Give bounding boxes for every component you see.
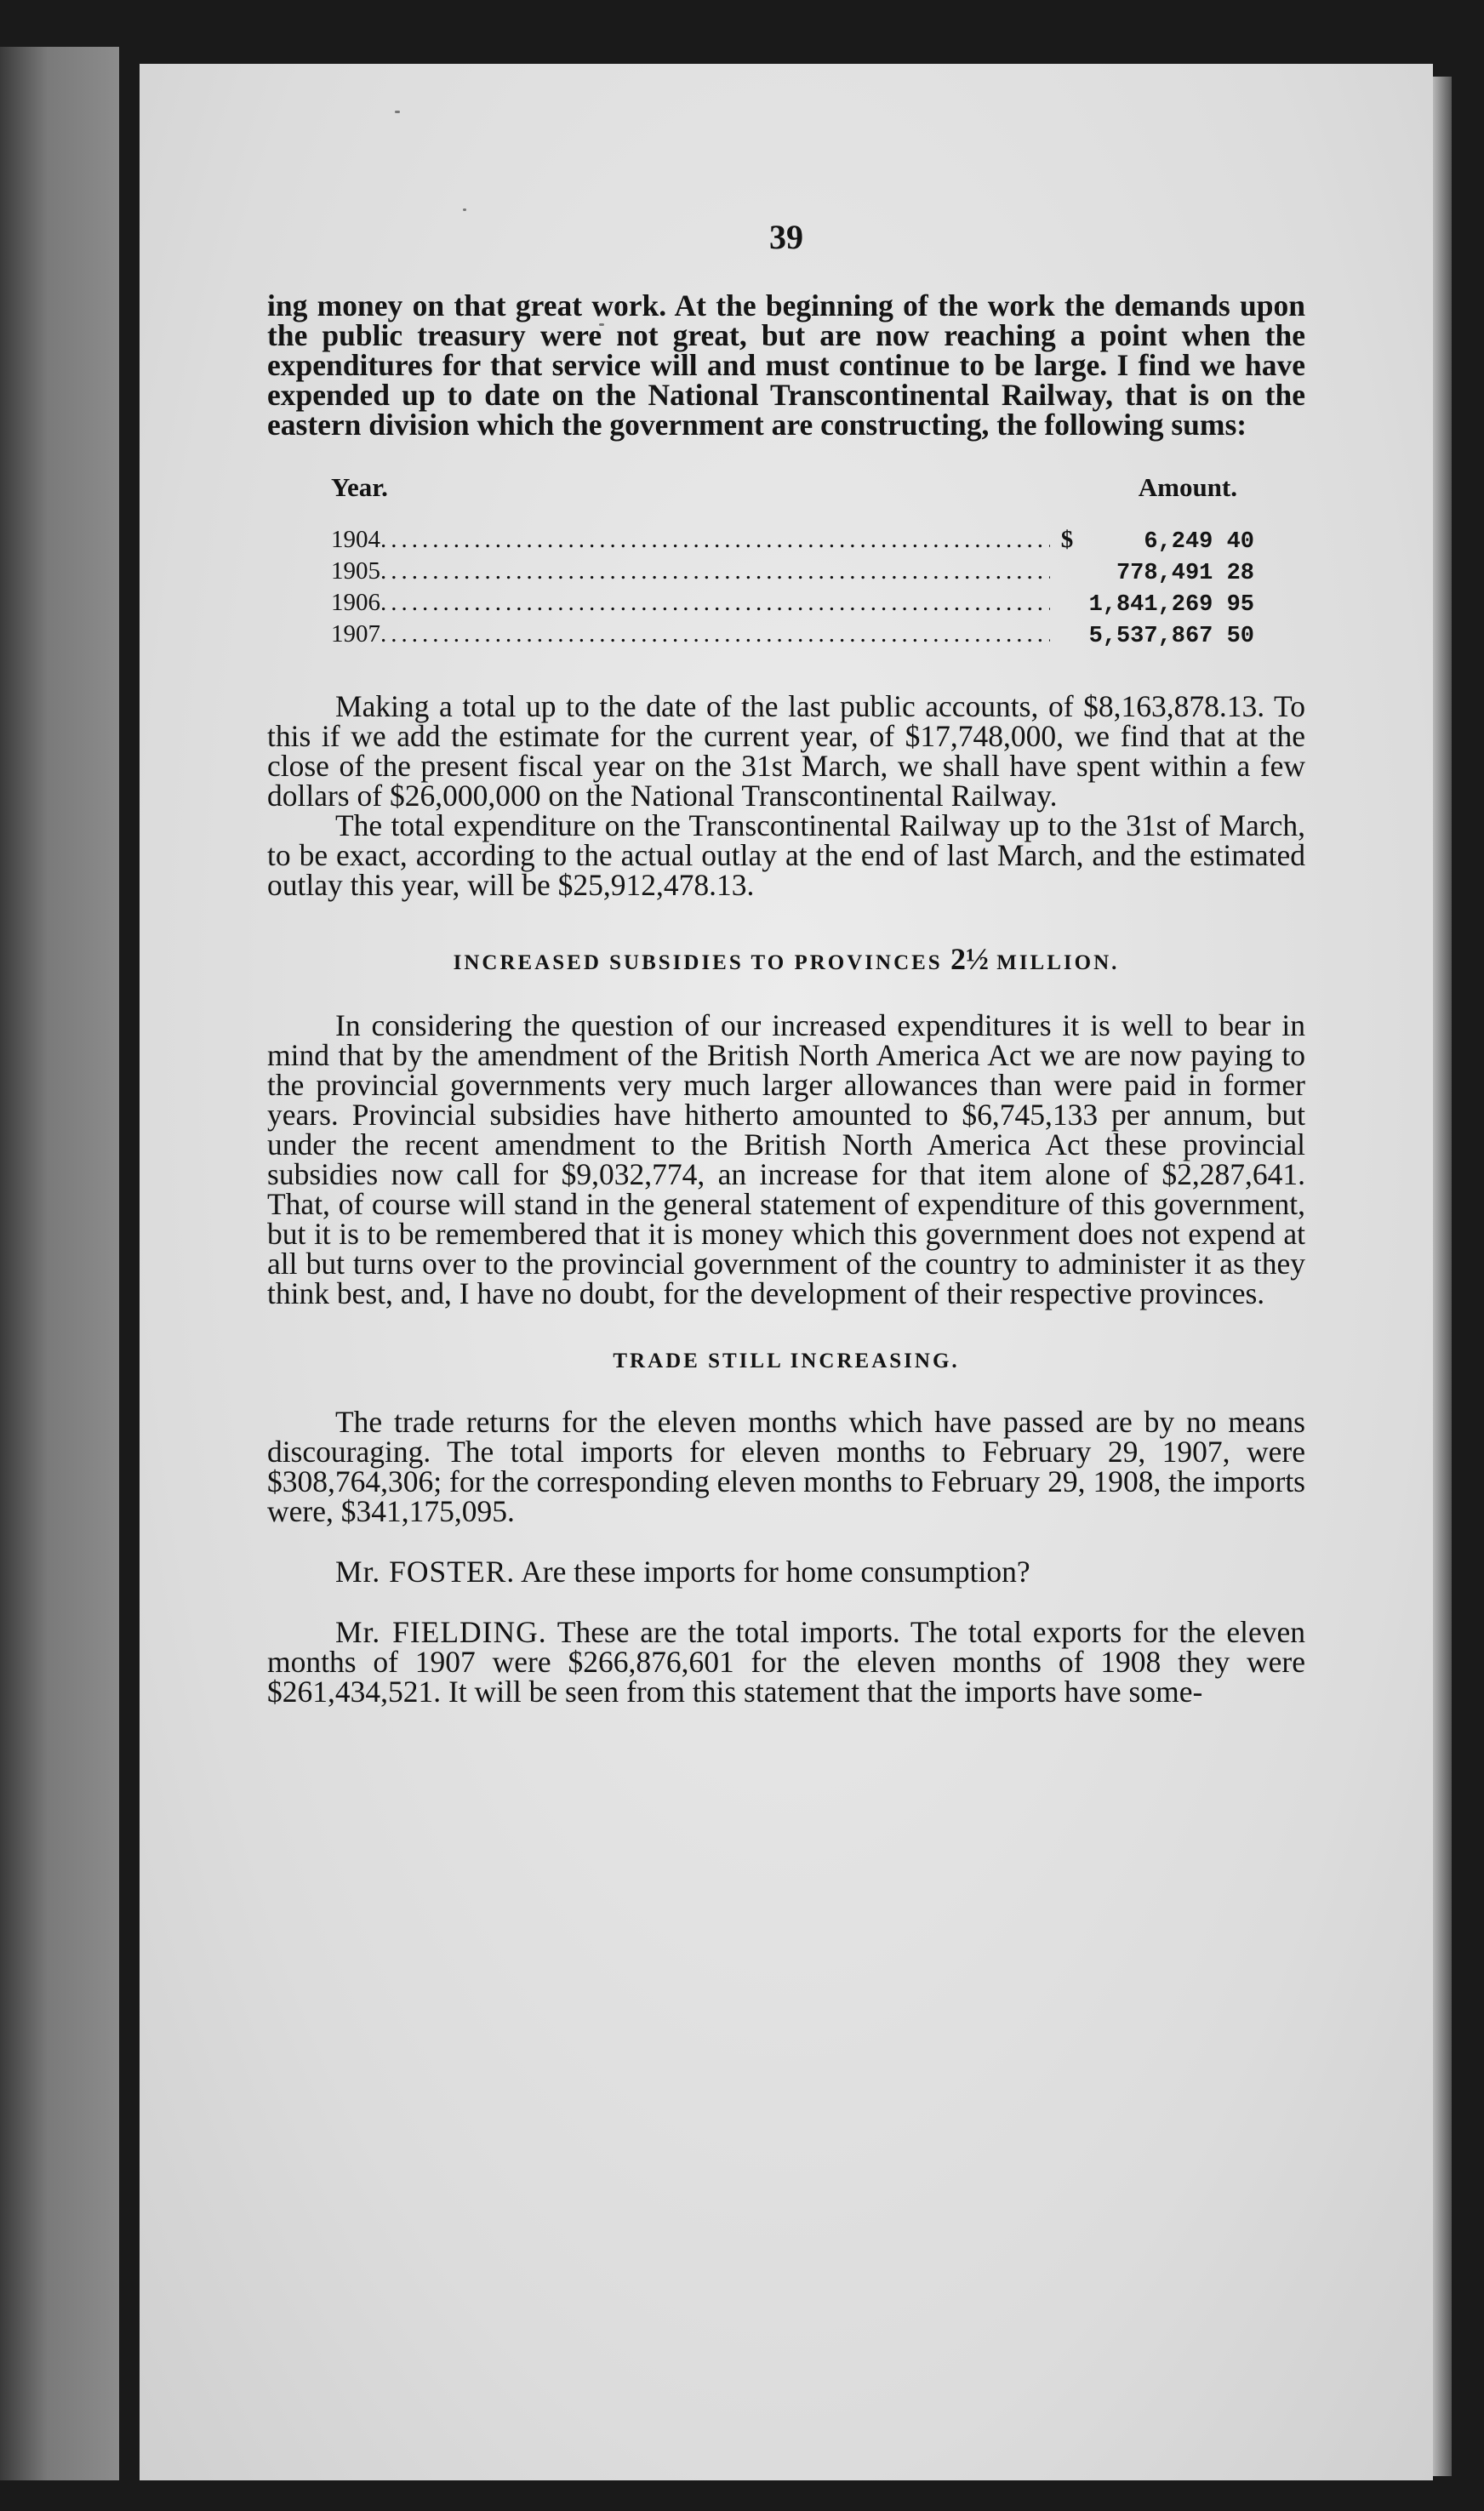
fielding-text: These are the total imports. The total exports for the eleven months of 1907 were $266,876,601 for the eleven months of 1908 they were $261,434,521. It will be seen from this statement that the imports have some- [267,1615,1305,1709]
foster-remark [267,1557,1305,1587]
row-amount: 5,537,867 50 [1088,624,1254,649]
section-heading-trade: TRADE STILL INCREASING. [613,1350,960,1372]
expenditure-paragraph: The total expenditure on the Transcontinental Railway up to the 31st of March, to be exact, according to the actual outlay at the end of last March, and the estimated outlay this year, will be $25,912,478.13. [267,808,1305,902]
total-paragraph: Making a total up to the date of the last public accounts, of $8,163,878.13. To this if we add the estimate for the current year, of $17,748,000, we find that at the close of the present fiscal year on the 31st March, we shall have spent within a few dollars of $26,000,000 on the National Transcontinental Railway. [267,689,1305,813]
scan-speck [463,208,466,211]
amount-column-header: Amount. [1138,472,1237,502]
speaker-fielding: Mr. FIELDING. [335,1615,547,1649]
table-row [267,588,1305,619]
leader-dots [380,619,1050,648]
currency-symbol: $ [1060,526,1074,553]
subsidies-paragraph: In considering the question of our increased expenditures it is well to bear in mind that by the amendment of the British North America Act we are now paying to the provincial governments very much larger allowances than were paid in former years. Provincial subsidies have hitherto amounted to $6,745,133 per annum, but under the recent amendment to the British North America Act these provincial subsidies now call for $9,032,774, an increase for that item alone of $2,287,641. That, of course will stand in the general statement of expenditure of this government, but it is to be remembered that it is money which this government does not expend at all but turns over to the provincial government of the country to administer it as they think best, and, I have no doubt, for the development of their respective provinces. [267,1008,1305,1310]
section-heading-subsidies [267,941,1305,977]
speaker-foster: Mr. FOSTER. [335,1555,516,1589]
trade-paragraph: The trade returns for the eleven months which have passed are by no means discouraging. The total imports for eleven months to February 29, 1907, were $308,764,306; for the corresponding eleven months to February 29, 1908, the imports were, $341,175,095. [267,1405,1305,1528]
row-year: 1906 [331,589,380,616]
leader-dots [380,556,1050,585]
table-row [267,525,1305,556]
table-row [267,556,1305,588]
row-amount: 1,841,269 95 [1088,592,1254,618]
scanned-page [140,64,1433,2480]
row-amount: 6,249 40 [1144,529,1254,555]
page-content [267,217,1305,1707]
leader-dots [380,588,1050,617]
intro-paragraph: ing money on that great work. At the beginning of the work the demands upon the public treasury were not great, but are now reaching a point when the expenditures for that service will and must continue to be large. I find we have expended up to date on the National Transcontinental Railway, that is on the eastern division which the government are constructing, the following sums: [267,288,1305,442]
heading-subsidies-text: INCREASED SUBSIDIES TO PROVINCES [453,951,943,974]
foster-text: Are these imports for home consumption? [521,1555,1030,1589]
expenditure-table [267,472,1305,651]
page-number: 39 [769,218,803,256]
table-header [267,472,1305,503]
leader-dots [380,525,1050,554]
book-gutter [119,51,140,2485]
year-column-header: Year. [331,472,388,502]
row-year: 1904 [331,526,380,553]
row-year: 1907 [331,620,380,648]
page-edge-shadow [1433,77,1452,2476]
fielding-remark [267,1615,1305,1709]
row-amount: 778,491 28 [1116,561,1254,586]
paragraph-gap [267,1587,1305,1618]
paragraph-gap [267,1527,1305,1557]
row-year: 1905 [331,557,380,585]
table-row [267,619,1305,651]
heading-subsidies-fraction: 2½ [950,942,989,976]
heading-subsidies-end: MILLION. [996,951,1120,974]
facing-page-edge [0,47,119,2480]
scan-speck [395,111,400,113]
